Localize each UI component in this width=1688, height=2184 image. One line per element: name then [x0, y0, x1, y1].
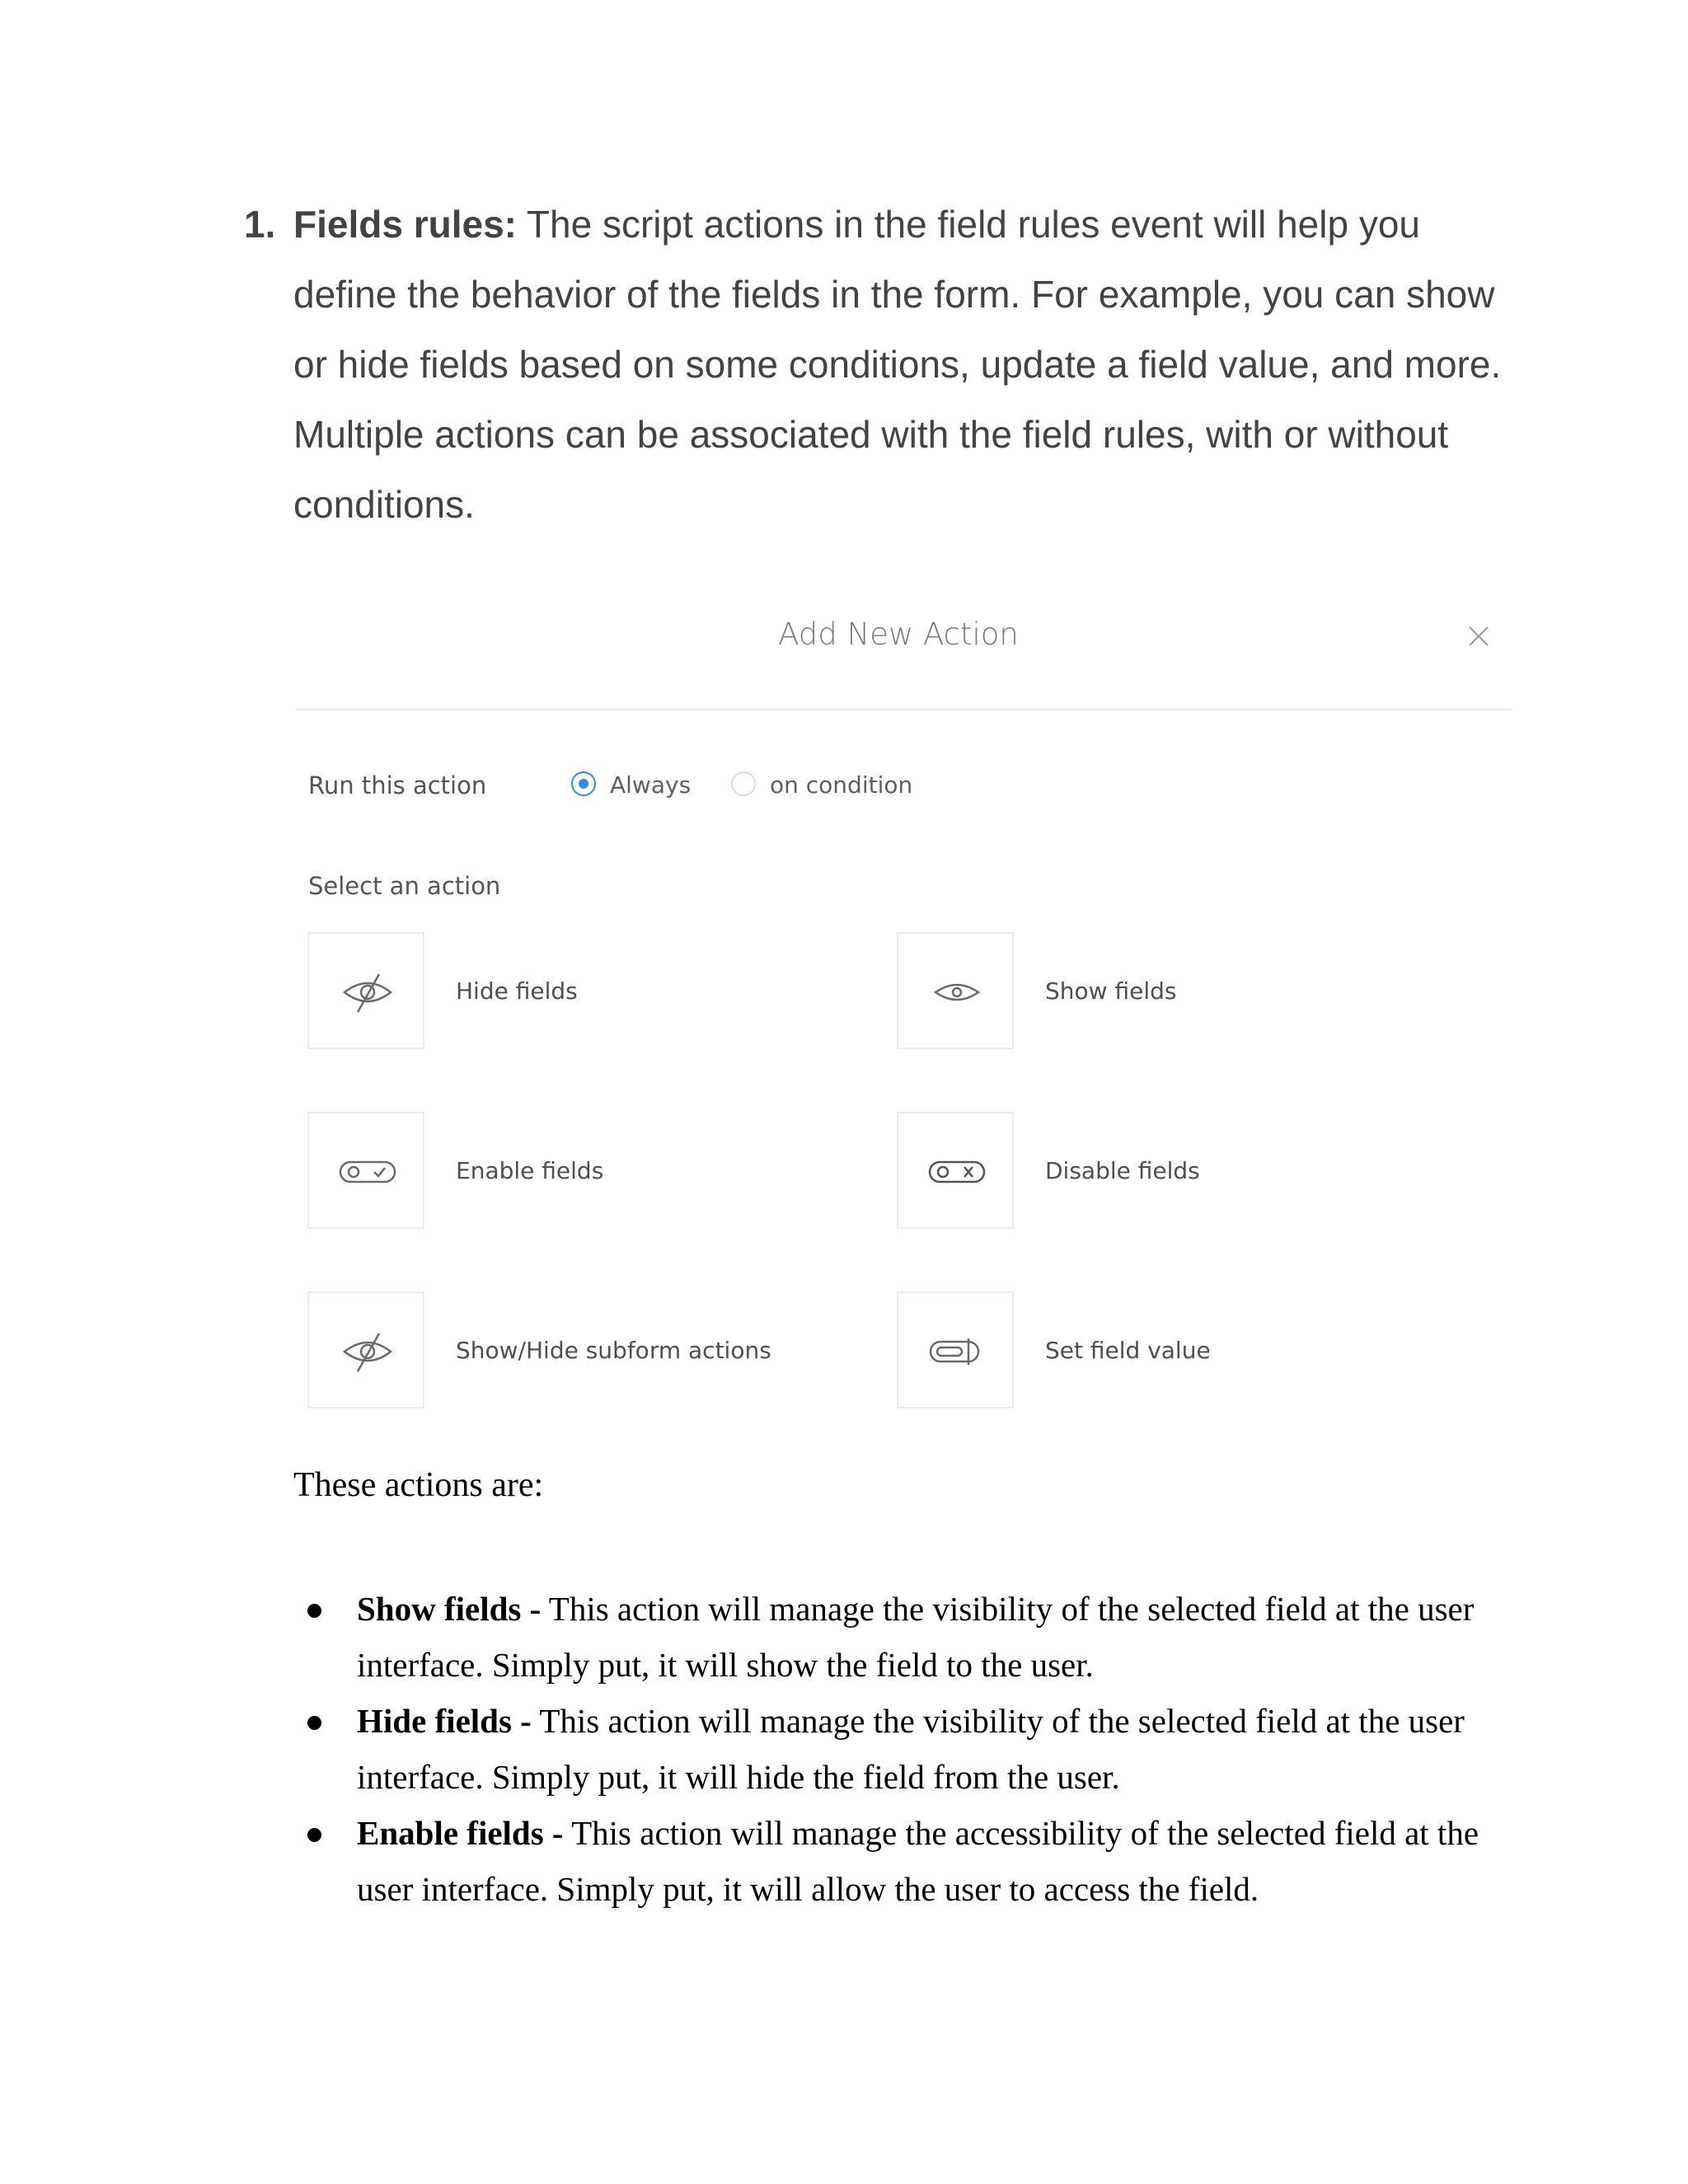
bullet-term: Show fields -: [357, 1590, 542, 1628]
disable-fields-button[interactable]: [897, 1112, 1014, 1229]
eye-slash-icon: [338, 1322, 397, 1381]
intro-body: [293, 190, 1513, 540]
show-fields-button[interactable]: [897, 932, 1014, 1049]
show-hide-subform-label[interactable]: Show/Hide subform actions: [456, 1337, 771, 1364]
bullet-text: This action will manage the accessibility of the selected field at the user interface. Simply put, it will allow the user to access the field.: [357, 1814, 1479, 1908]
radio-always[interactable]: [571, 771, 596, 796]
dialog-title: Add New Action: [778, 616, 1019, 652]
intro-paragraph: [244, 190, 1513, 540]
bullet-text: This action will manage the visibility of the selected field at the user interface. Simply put, it will show the field to the user.: [357, 1590, 1475, 1684]
hide-fields-label[interactable]: Hide fields: [456, 977, 578, 1005]
set-field-value-button[interactable]: [897, 1291, 1014, 1408]
show-fields-label[interactable]: Show fields: [1045, 977, 1177, 1005]
disable-fields-label[interactable]: Disable fields: [1045, 1157, 1200, 1184]
intro-text: The script actions in the field rules event will help you define the behavior of the fields in the form. For example, you can show or hide fields based on some conditions, update a field value, and more. Multiple actions can be associated with the field rules, with or without conditions.: [293, 203, 1502, 526]
list-item: [293, 1581, 1513, 1693]
run-action-label: Run this action: [308, 771, 487, 799]
intro-term: Fields rules:: [293, 203, 517, 246]
select-action-label: Select an action: [308, 872, 501, 900]
list-item: [293, 1693, 1513, 1805]
set-field-value-label[interactable]: Set field value: [1045, 1337, 1211, 1364]
radio-on-condition-label[interactable]: on condition: [770, 771, 913, 799]
list-item: [293, 1805, 1513, 1917]
close-icon[interactable]: [1467, 625, 1490, 648]
eye-icon: [927, 963, 987, 1022]
bullet-icon: [307, 1716, 321, 1730]
input-field-icon: [927, 1322, 987, 1381]
actions-list: [293, 1581, 1513, 1917]
radio-always-label[interactable]: Always: [610, 771, 692, 799]
radio-on-condition[interactable]: [731, 771, 756, 796]
bullet-icon: [307, 1828, 321, 1842]
enable-fields-label[interactable]: Enable fields: [456, 1157, 604, 1184]
toggle-check-icon: [338, 1142, 397, 1202]
toggle-x-icon: [927, 1142, 987, 1202]
bullet-term: Hide fields -: [357, 1702, 532, 1740]
actions-heading: These actions are:: [293, 1466, 544, 1504]
eye-slash-icon: [338, 963, 397, 1022]
hide-fields-button[interactable]: [307, 932, 424, 1049]
bullet-icon: [307, 1604, 321, 1618]
enable-fields-button[interactable]: [307, 1112, 424, 1229]
dialog-divider: [295, 709, 1511, 710]
show-hide-subform-button[interactable]: [307, 1291, 424, 1408]
list-number: 1.: [244, 203, 276, 246]
bullet-text: This action will manage the visibility of the selected field at the user interface. Simply put, it will hide the field from the user.: [357, 1702, 1465, 1796]
bullet-term: Enable fields -: [357, 1814, 564, 1852]
